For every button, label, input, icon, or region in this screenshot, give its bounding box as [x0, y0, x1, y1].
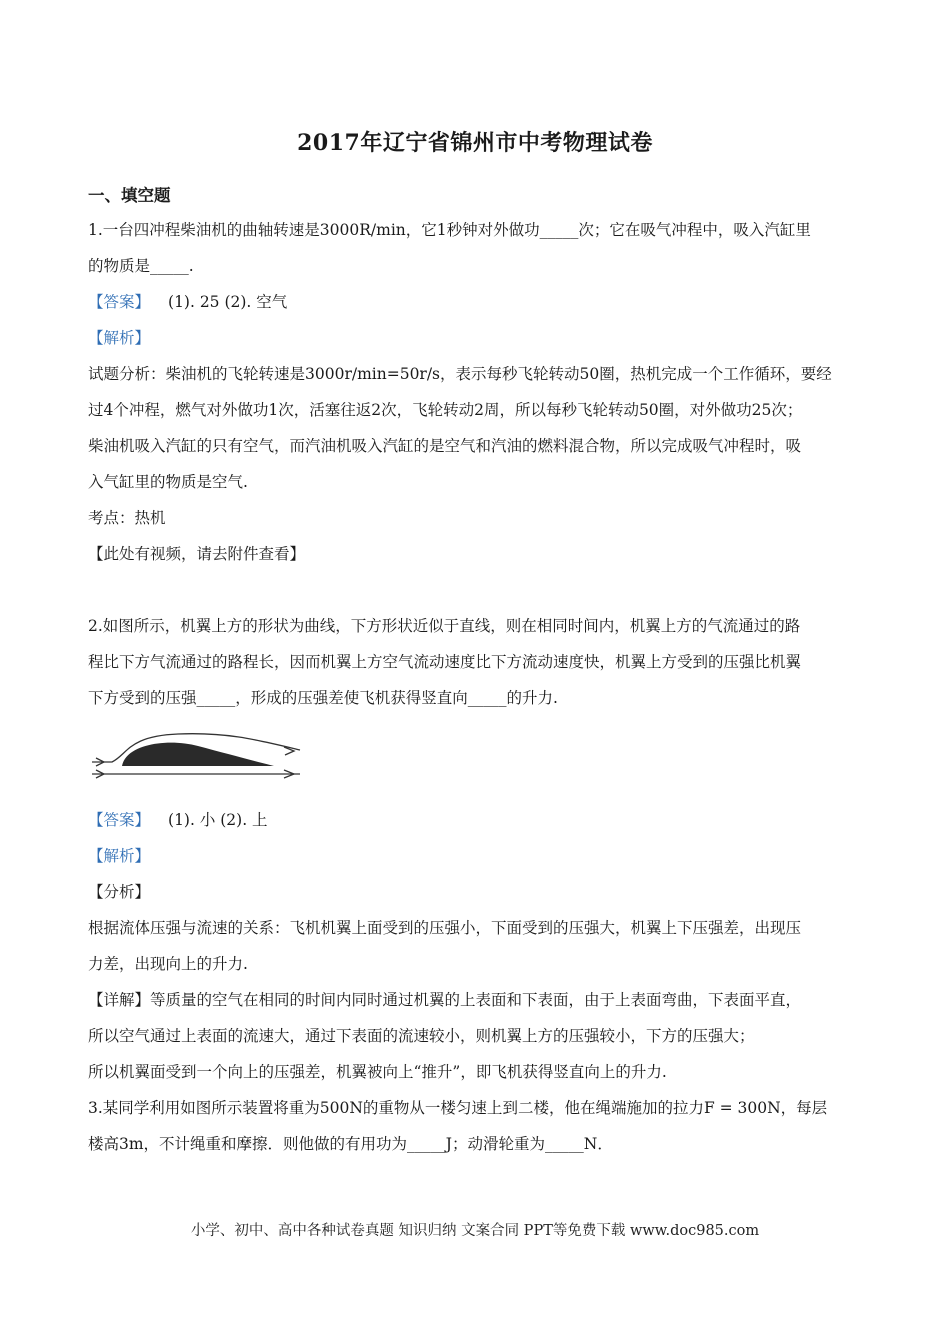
- answer-text: (1). 25 (2). 空气: [168, 293, 288, 311]
- q1-analysis-line: 入气缸里的物质是空气.: [88, 473, 248, 491]
- q2-fenxi-line: 力差，出现向上的升力.: [88, 955, 248, 973]
- answer-tag: 【答案】: [88, 293, 151, 311]
- airfoil-figure: [88, 716, 868, 802]
- spacer: [88, 572, 868, 608]
- section-heading: 一、填空题: [88, 186, 171, 205]
- page-title: 2017年辽宁省锦州市中考物理试卷: [297, 130, 653, 156]
- q2-answer: [88, 802, 868, 838]
- content: [88, 180, 868, 1162]
- q1-answer: [88, 284, 868, 320]
- analysis-tag: 【解析】: [88, 329, 151, 347]
- q2-line-1: 2.如图所示，机翼上方的形状为曲线，下方形状近似于直线，则在相同时间内，机翼上方的气流通过的路: [88, 617, 801, 635]
- q2-line-2: 程比下方气流通过的路程长，因而机翼上方空气流动速度比下方流动速度快，机翼上方受到的压强比机翼: [88, 653, 802, 671]
- q2-detail-line: 所以空气通过上表面的流速大，通过下表面的流速较小，则机翼上方的压强较小，下方的压强大；: [88, 1027, 755, 1045]
- answer-text: (1). 小 (2). 上: [168, 811, 268, 829]
- q1-line-2: 的物质是_____.: [88, 257, 194, 275]
- q2-detail-line: 【详解】等质量的空气在相同的时间内同时通过机翼的上表面和下表面，由于上表面弯曲，下表面平直，: [88, 991, 802, 1009]
- q2-detail-line: 所以机翼面受到一个向上的压强差，机翼被向上“推升”，即飞机获得竖直向上的升力.: [88, 1063, 667, 1081]
- q1-video-note: 【此处有视频，请去附件查看】: [88, 545, 306, 563]
- q1-line-1: 1.一台四冲程柴油机的曲轴转速是3000R/min，它1秒钟对外做功_____次；它在吸气冲程中，吸入汽缸里: [88, 221, 811, 239]
- q1-analysis-line: 柴油机吸入汽缸的只有空气，而汽油机吸入汽缸的是空气和汽油的燃料混合物，所以完成吸气冲程时，吸: [88, 437, 802, 455]
- q2-line-3: 下方受到的压强_____，形成的压强差使飞机获得竖直向_____的升力.: [88, 689, 558, 707]
- analysis-tag: 【解析】: [88, 847, 151, 865]
- answer-tag: 【答案】: [88, 811, 151, 829]
- airfoil-diagram: [88, 724, 308, 786]
- q3-line-2: 楼高3m，不计绳重和摩擦．则他做的有用功为_____J；动滑轮重为_____N．: [88, 1135, 613, 1153]
- fenxi-tag: 【分析】: [88, 883, 151, 901]
- page-footer: 小学、初中、高中各种试卷真题 知识归纳 文案合同 PPT等免费下载 www.doc985.com: [190, 1223, 760, 1239]
- q2-fenxi-line: 根据流体压强与流速的关系：飞机机翼上面受到的压强小，下面受到的压强大，机翼上下压强差，出现压: [88, 919, 802, 937]
- q1-analysis-line: 过4个冲程，燃气对外做功1次，活塞往返2次，飞轮转动2周，所以每秒飞轮转动50圈，对外做功25次；: [88, 401, 803, 419]
- q1-kaodian: 考点：热机: [88, 509, 166, 527]
- q1-analysis-line: 试题分析：柴油机的飞轮转速是3000r/min=50r/s，表示每秒飞轮转动50圈，热机完成一个工作循环，要经: [88, 365, 832, 383]
- q3-line-1: 3.某同学利用如图所示装置将重为500N的重物从一楼匀速上到二楼，他在绳端施加的拉力F = 300N，每层: [88, 1099, 828, 1117]
